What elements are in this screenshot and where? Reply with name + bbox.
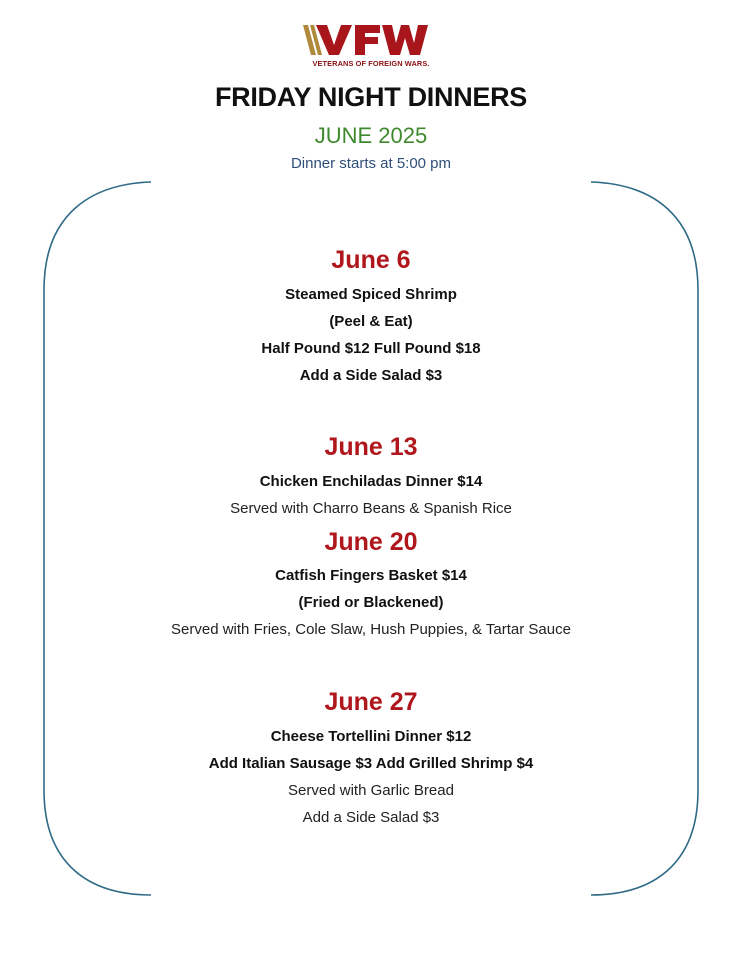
dinner-line: Steamed Spiced Shrimp (285, 286, 457, 303)
dinner-line: Add Italian Sausage $3 Add Grilled Shrimp $4 (208, 755, 534, 772)
dinner-line: Half Pound $12 Full Pound $18 (261, 340, 481, 357)
page-title: FRIDAY NIGHT DINNERS (214, 82, 528, 112)
dinner-line: Served with Fries, Cole Slaw, Hush Puppies, & Tartar Sauce (171, 621, 571, 638)
month-heading: JUNE 2025 (314, 123, 428, 148)
dinner-line: Add a Side Salad $3 (299, 367, 443, 384)
dinner-date-june-20: June 20 (324, 528, 418, 556)
dinner-date-june-27: June 27 (324, 688, 418, 716)
dinner-line: Catfish Fingers Basket $14 (275, 567, 467, 584)
vfw-logo (303, 22, 439, 70)
vfw-emblem (303, 22, 439, 58)
start-time-note: Dinner starts at 5:00 pm (290, 155, 452, 172)
dinner-date-june-6: June 6 (331, 246, 411, 274)
dinner-line: (Peel & Eat) (329, 313, 413, 330)
dinner-date-june-13: June 13 (324, 433, 418, 461)
dinner-line: Served with Charro Beans & Spanish Rice (230, 500, 512, 517)
dinner-line: Served with Garlic Bread (288, 782, 454, 799)
dinner-line: Cheese Tortellini Dinner $12 (270, 728, 472, 745)
dinner-line: Add a Side Salad $3 (302, 809, 440, 826)
dinner-line: (Fried or Blackened) (298, 594, 444, 611)
dinner-line: Chicken Enchiladas Dinner $14 (259, 473, 483, 490)
logo-subtitle: VETERANS OF FOREIGN WARS. (312, 59, 430, 68)
